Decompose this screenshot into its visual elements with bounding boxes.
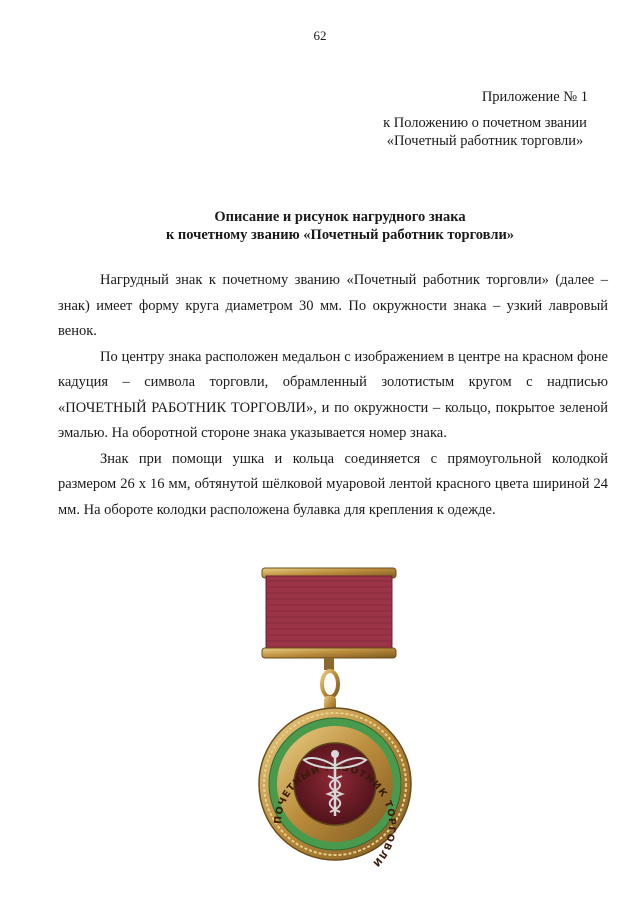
appendix-line-2: «Почетный работник торговли»	[386, 133, 584, 149]
appendix-line-1: к Положению о почетном звании	[383, 115, 587, 131]
document-heading	[60, 208, 620, 244]
suspension-ring	[322, 658, 338, 714]
ribbon-bar	[262, 568, 396, 658]
paragraph-3: Знак при помощи ушка и кольца соединяется с прямоугольной колодкой размером 26 х 16 мм, обтянутой шёлковой муаровой лентой красного цвета шириной 24 мм. На обороте колодки расположена булавка для крепления к одежде.	[58, 450, 608, 518]
paragraph-1: Нагрудный знак к почетному званию «Почетный работник торговли» (далее – знак) имеет форму круга диаметром 30 мм. По окружности знака – узкий лавровый венок.	[58, 272, 608, 339]
body-text	[58, 268, 608, 523]
paragraph-2: По центру знака расположен медальон с изображением в центре на красном фоне кадуция – символа торговли, обрамленный золотистым кругом с надписью «ПОЧЕТНЫЙ РАБОТНИК ТОРГОВЛИ», и по окружности – кольцо, покрытое зеленой эмалью. На оборотной стороне знака указывается номер знака.	[58, 348, 608, 441]
heading-line-2: к почетному званию «Почетный работник торговли»	[165, 227, 515, 243]
appendix-title: Приложение № 1	[481, 89, 588, 105]
appendix-block	[370, 88, 600, 150]
medal-badge	[259, 708, 411, 869]
page-number: 62	[313, 28, 327, 43]
medal-svg	[240, 560, 430, 905]
medal-inscription: ПОЧЕТНЫЙ РАБОТНИК ТОРГОВЛИ	[272, 761, 398, 870]
medal-picture	[240, 560, 430, 905]
heading-line-1: Описание и рисунок нагрудного знака	[214, 209, 466, 225]
